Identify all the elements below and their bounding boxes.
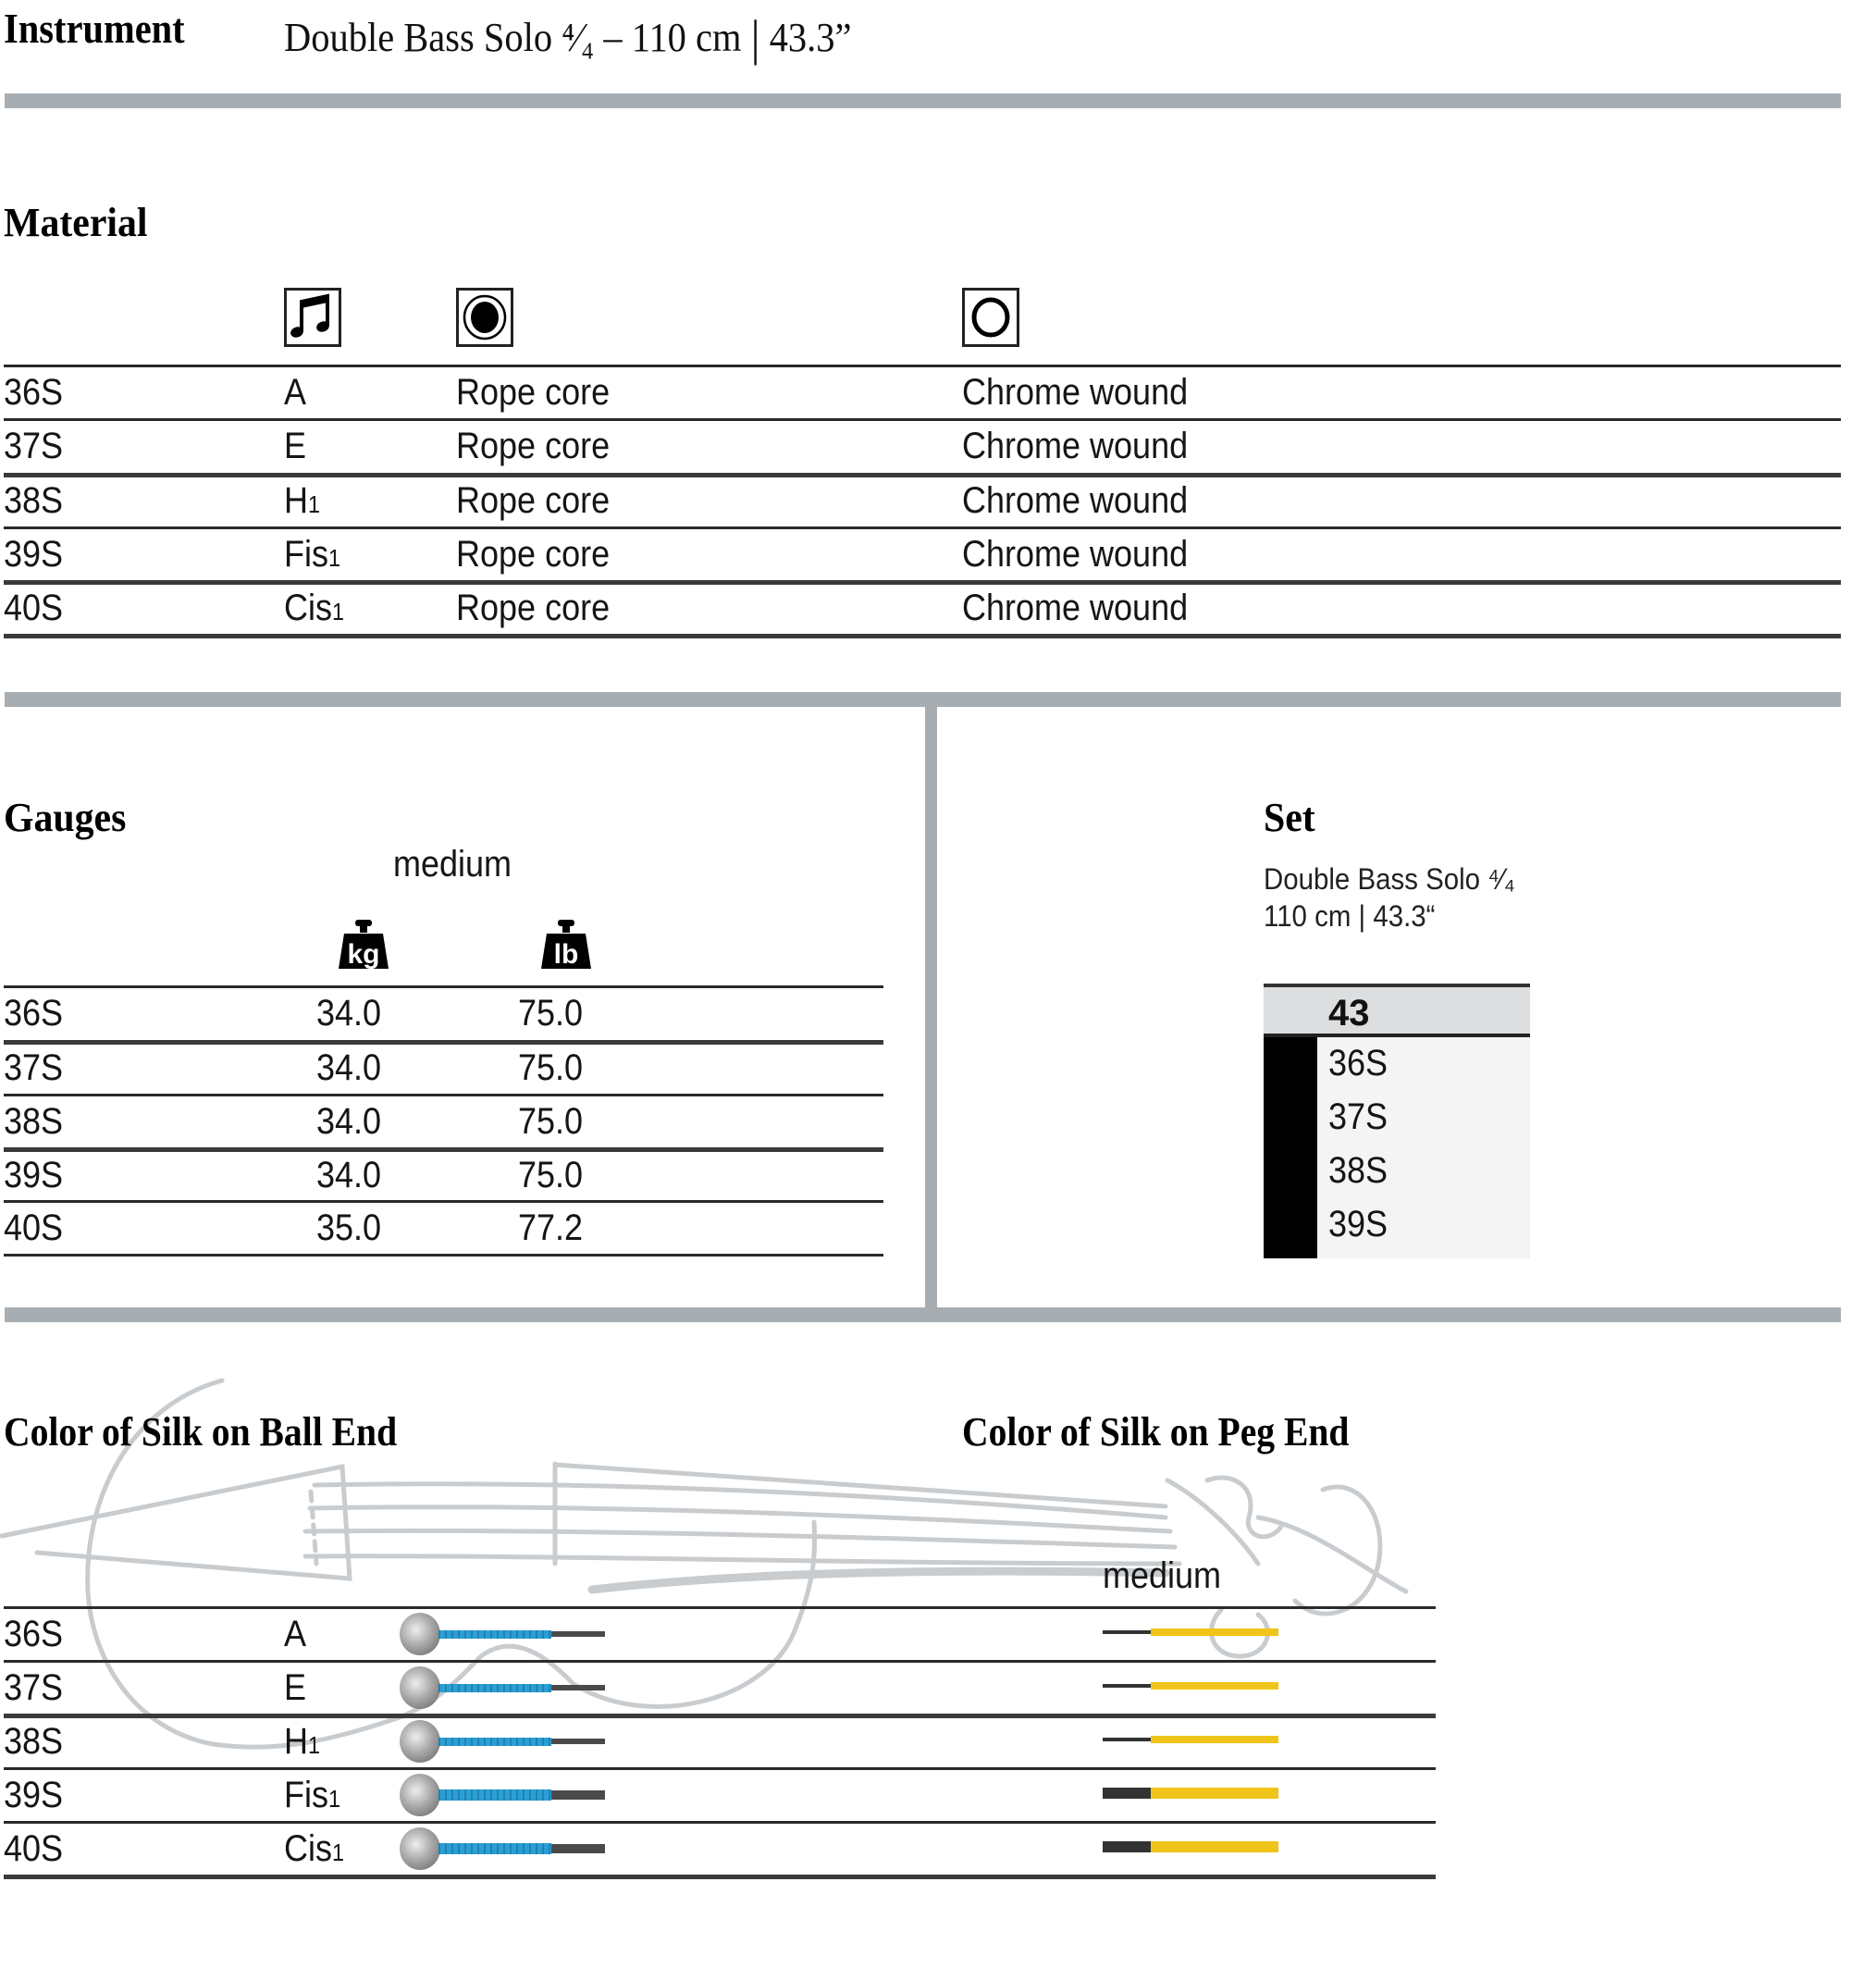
peg-end-silk-image (1103, 1682, 1278, 1690)
material-code: 36S (4, 372, 64, 413)
set-item: 37S (1328, 1096, 1388, 1137)
gauges-tension-label: medium (393, 844, 512, 885)
silk-note-name: Fis (284, 1775, 328, 1815)
material-core: Rope core (456, 534, 611, 575)
ball-end-ball (400, 1774, 440, 1816)
set-number: 43 (1328, 993, 1370, 1034)
instrument-inches: 43.3” (769, 15, 852, 60)
peg-end-silk (1151, 1736, 1278, 1743)
material-title: Material (4, 200, 148, 245)
material-code: 39S (4, 534, 64, 575)
silk-note (284, 1723, 320, 1760)
gauges-title: Gauges (4, 795, 127, 840)
gauge-row (0, 985, 888, 1040)
silk-row (0, 1714, 1443, 1767)
material-row (0, 365, 1841, 418)
instrument-value (284, 6, 852, 66)
peg-end-silk (1151, 1788, 1278, 1799)
peg-end-wire (1103, 1788, 1151, 1799)
silk-note-name: H (284, 1721, 309, 1762)
ball-end-wire (551, 1790, 605, 1800)
instrument-separator: | (750, 10, 760, 66)
ball-end-wire (551, 1739, 605, 1744)
ball-end-title: Color of Silk on Ball End (4, 1409, 398, 1455)
set-header (1264, 984, 1530, 1037)
set-subtitle-line2: 110 cm | 43.3“ (1264, 899, 1436, 933)
material-row (0, 580, 1841, 634)
gauge-kg: 34.0 (316, 1101, 382, 1142)
peg-end-silk-image (1103, 1788, 1278, 1799)
gauge-lb: 75.0 (518, 1155, 584, 1195)
ball-end-silk (438, 1738, 551, 1746)
gauge-code: 40S (4, 1207, 64, 1248)
ball-end-silk (438, 1630, 551, 1639)
ball-end-string-image (400, 1717, 608, 1764)
silk-code: 40S (4, 1828, 64, 1869)
gauge-row-rule (4, 1254, 883, 1257)
material-note-octave: 1 (327, 544, 341, 572)
sketch-string-2 (310, 1507, 1170, 1531)
material-code: 37S (4, 426, 64, 466)
material-note-name: E (284, 426, 307, 466)
gauge-row (0, 1094, 888, 1147)
peg-end-silk-image (1103, 1736, 1278, 1743)
material-note (284, 374, 306, 411)
lb-icon (539, 919, 593, 971)
instrument-name: Double Bass Solo ⁴⁄₄ – 110 cm (284, 15, 742, 60)
gauge-kg: 34.0 (316, 1047, 382, 1088)
sketch-scroll-1 (1167, 1480, 1258, 1564)
ball-end-silk (438, 1684, 551, 1692)
silk-code: 39S (4, 1775, 64, 1815)
material-row (0, 418, 1841, 473)
material-row (0, 473, 1841, 526)
winding-icon (962, 288, 1019, 347)
silk-note (284, 1616, 306, 1653)
gauge-kg: 34.0 (316, 993, 382, 1034)
sketch-tailpiece-edge (311, 1492, 316, 1564)
ball-end-string-image (400, 1664, 608, 1710)
set-table (1264, 984, 1530, 1258)
ball-end-wire (551, 1631, 605, 1637)
material-core: Rope core (456, 372, 611, 413)
gauge-row (0, 1040, 888, 1094)
peg-end-wire (1103, 1841, 1151, 1852)
peg-end-wire (1103, 1684, 1151, 1688)
material-note (284, 536, 340, 573)
gauge-code: 39S (4, 1155, 64, 1195)
material-core: Rope core (456, 588, 611, 628)
gauge-code: 36S (4, 993, 64, 1034)
material-winding: Chrome wound (962, 480, 1189, 521)
material-core: Rope core (456, 480, 611, 521)
gauge-lb: 77.2 (518, 1207, 584, 1248)
set-color-bar (1264, 1037, 1317, 1258)
silk-note-octave: 1 (327, 1785, 341, 1813)
ball-end-wire (551, 1685, 605, 1690)
ball-end-string-image (400, 1825, 608, 1871)
material-winding: Chrome wound (962, 534, 1189, 575)
ball-end-silk (438, 1789, 551, 1801)
silk-code: 37S (4, 1667, 64, 1708)
ball-end-string-image (400, 1610, 608, 1656)
sketch-neck (592, 1571, 1166, 1590)
gauge-kg: 35.0 (316, 1207, 382, 1248)
material-note (284, 589, 344, 626)
silk-row (0, 1660, 1443, 1714)
material-row-rule (4, 634, 1841, 638)
instrument-label: Instrument (4, 5, 185, 52)
section-divider-top (5, 93, 1841, 108)
material-note-name: Fis (284, 534, 328, 575)
core-icon (456, 288, 513, 347)
silk-note (284, 1777, 340, 1814)
peg-end-silk (1151, 1628, 1278, 1636)
silk-row (0, 1606, 1443, 1660)
silk-row (0, 1767, 1443, 1821)
silk-note (284, 1830, 344, 1867)
ball-end-ball (400, 1613, 440, 1655)
ball-end-ball (400, 1666, 440, 1709)
set-subtitle-line1: Double Bass Solo ⁴⁄₄ (1264, 862, 1515, 896)
kg-icon-label: kg (347, 939, 380, 970)
peg-end-silk (1151, 1682, 1278, 1690)
gauge-lb: 75.0 (518, 1101, 584, 1142)
gauge-row (0, 1147, 888, 1200)
silk-note (284, 1669, 306, 1706)
material-note (284, 482, 320, 519)
material-core: Rope core (456, 426, 611, 466)
lb-icon-label: lb (553, 939, 579, 970)
material-note-name: H (284, 480, 309, 521)
set-item: 36S (1328, 1043, 1388, 1083)
set-title: Set (1264, 795, 1315, 840)
section-divider-material (5, 692, 1841, 707)
sketch-string-4 (305, 1556, 1179, 1564)
peg-end-wire (1103, 1738, 1151, 1741)
sketch-fingerboard (555, 1464, 1166, 1564)
material-row (0, 526, 1841, 580)
silk-row-rule (4, 1875, 1436, 1879)
kg-icon (337, 919, 390, 971)
section-divider-vertical (925, 692, 937, 1321)
gauge-lb: 75.0 (518, 993, 584, 1034)
sketch-tailpiece (2, 1467, 350, 1579)
peg-end-wire (1103, 1630, 1151, 1634)
set-items (1317, 1037, 1530, 1258)
silk-note-name: Cis (284, 1828, 333, 1869)
material-winding: Chrome wound (962, 372, 1189, 413)
silk-note-octave: 1 (332, 1839, 345, 1866)
peg-end-tension-label: medium (1103, 1555, 1222, 1596)
ball-end-string-image (400, 1771, 608, 1817)
material-note (284, 427, 306, 464)
peg-end-silk-image (1103, 1628, 1278, 1636)
material-note-octave: 1 (332, 598, 345, 625)
material-note-name: A (284, 372, 307, 413)
silk-row (0, 1821, 1443, 1875)
sketch-scroll-2 (1207, 1478, 1281, 1537)
silk-note-name: E (284, 1667, 307, 1708)
section-divider-gauges (5, 1307, 1841, 1322)
peg-end-silk-image (1103, 1841, 1278, 1852)
set-item: 38S (1328, 1150, 1388, 1191)
material-winding: Chrome wound (962, 588, 1189, 628)
ball-end-wire (551, 1844, 605, 1853)
material-winding: Chrome wound (962, 426, 1189, 466)
gauge-lb: 75.0 (518, 1047, 584, 1088)
ball-end-ball (400, 1720, 440, 1763)
ball-end-ball (400, 1827, 440, 1870)
material-note-name: Cis (284, 588, 333, 628)
silk-note-octave: 1 (308, 1731, 321, 1759)
material-note-octave: 1 (308, 490, 321, 518)
peg-end-silk (1151, 1841, 1278, 1852)
gauge-code: 38S (4, 1101, 64, 1142)
peg-end-title: Color of Silk on Peg End (962, 1409, 1350, 1455)
ball-end-silk (438, 1843, 551, 1854)
material-code: 38S (4, 480, 64, 521)
silk-code: 38S (4, 1721, 64, 1762)
gauge-kg: 34.0 (316, 1155, 382, 1195)
silk-note-name: A (284, 1614, 307, 1654)
set-item: 39S (1328, 1204, 1388, 1244)
note-icon (284, 288, 341, 347)
silk-code: 36S (4, 1614, 64, 1654)
gauge-row (0, 1200, 888, 1254)
material-code: 40S (4, 588, 64, 628)
gauge-code: 37S (4, 1047, 64, 1088)
sketch-string-3 (305, 1530, 1175, 1547)
